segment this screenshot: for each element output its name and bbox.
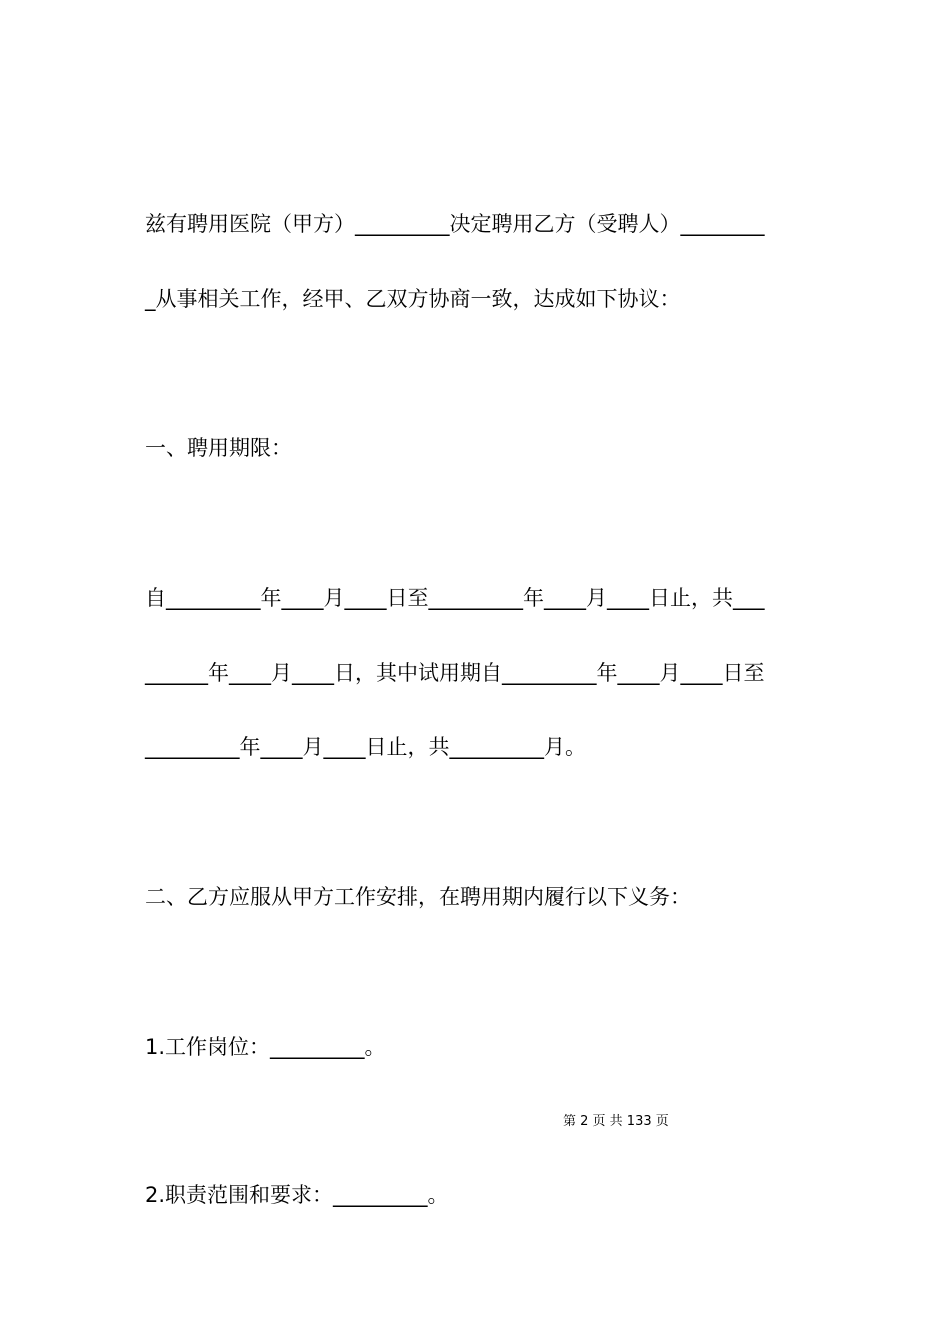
item-1-position: 1.工作岗位：_________。 bbox=[145, 1035, 386, 1059]
page-number-footer: 第 2 页 共 133 页 bbox=[563, 1114, 669, 1129]
term-line-2: ______年____月____日，其中试用期自_________年____月____日至 bbox=[145, 661, 765, 685]
term-line-1: 自_________年____月____日至_________年____月____日止，共___ bbox=[145, 586, 765, 610]
intro-line-2: _从事相关工作，经甲、乙双方协商一致，达成如下协议： bbox=[145, 287, 681, 311]
item-2-duties: 2.职责范围和要求：_________。 bbox=[145, 1183, 449, 1207]
term-line-3: _________年____月____日止，共_________月。 bbox=[145, 735, 586, 759]
intro-line-1: 兹有聘用医院（甲方）_________决定聘用乙方（受聘人）________ bbox=[145, 212, 765, 236]
section-2-heading: 二、乙方应服从甲方工作安排，在聘用期内履行以下义务： bbox=[145, 885, 691, 909]
section-1-heading: 一、聘用期限： bbox=[145, 436, 292, 460]
